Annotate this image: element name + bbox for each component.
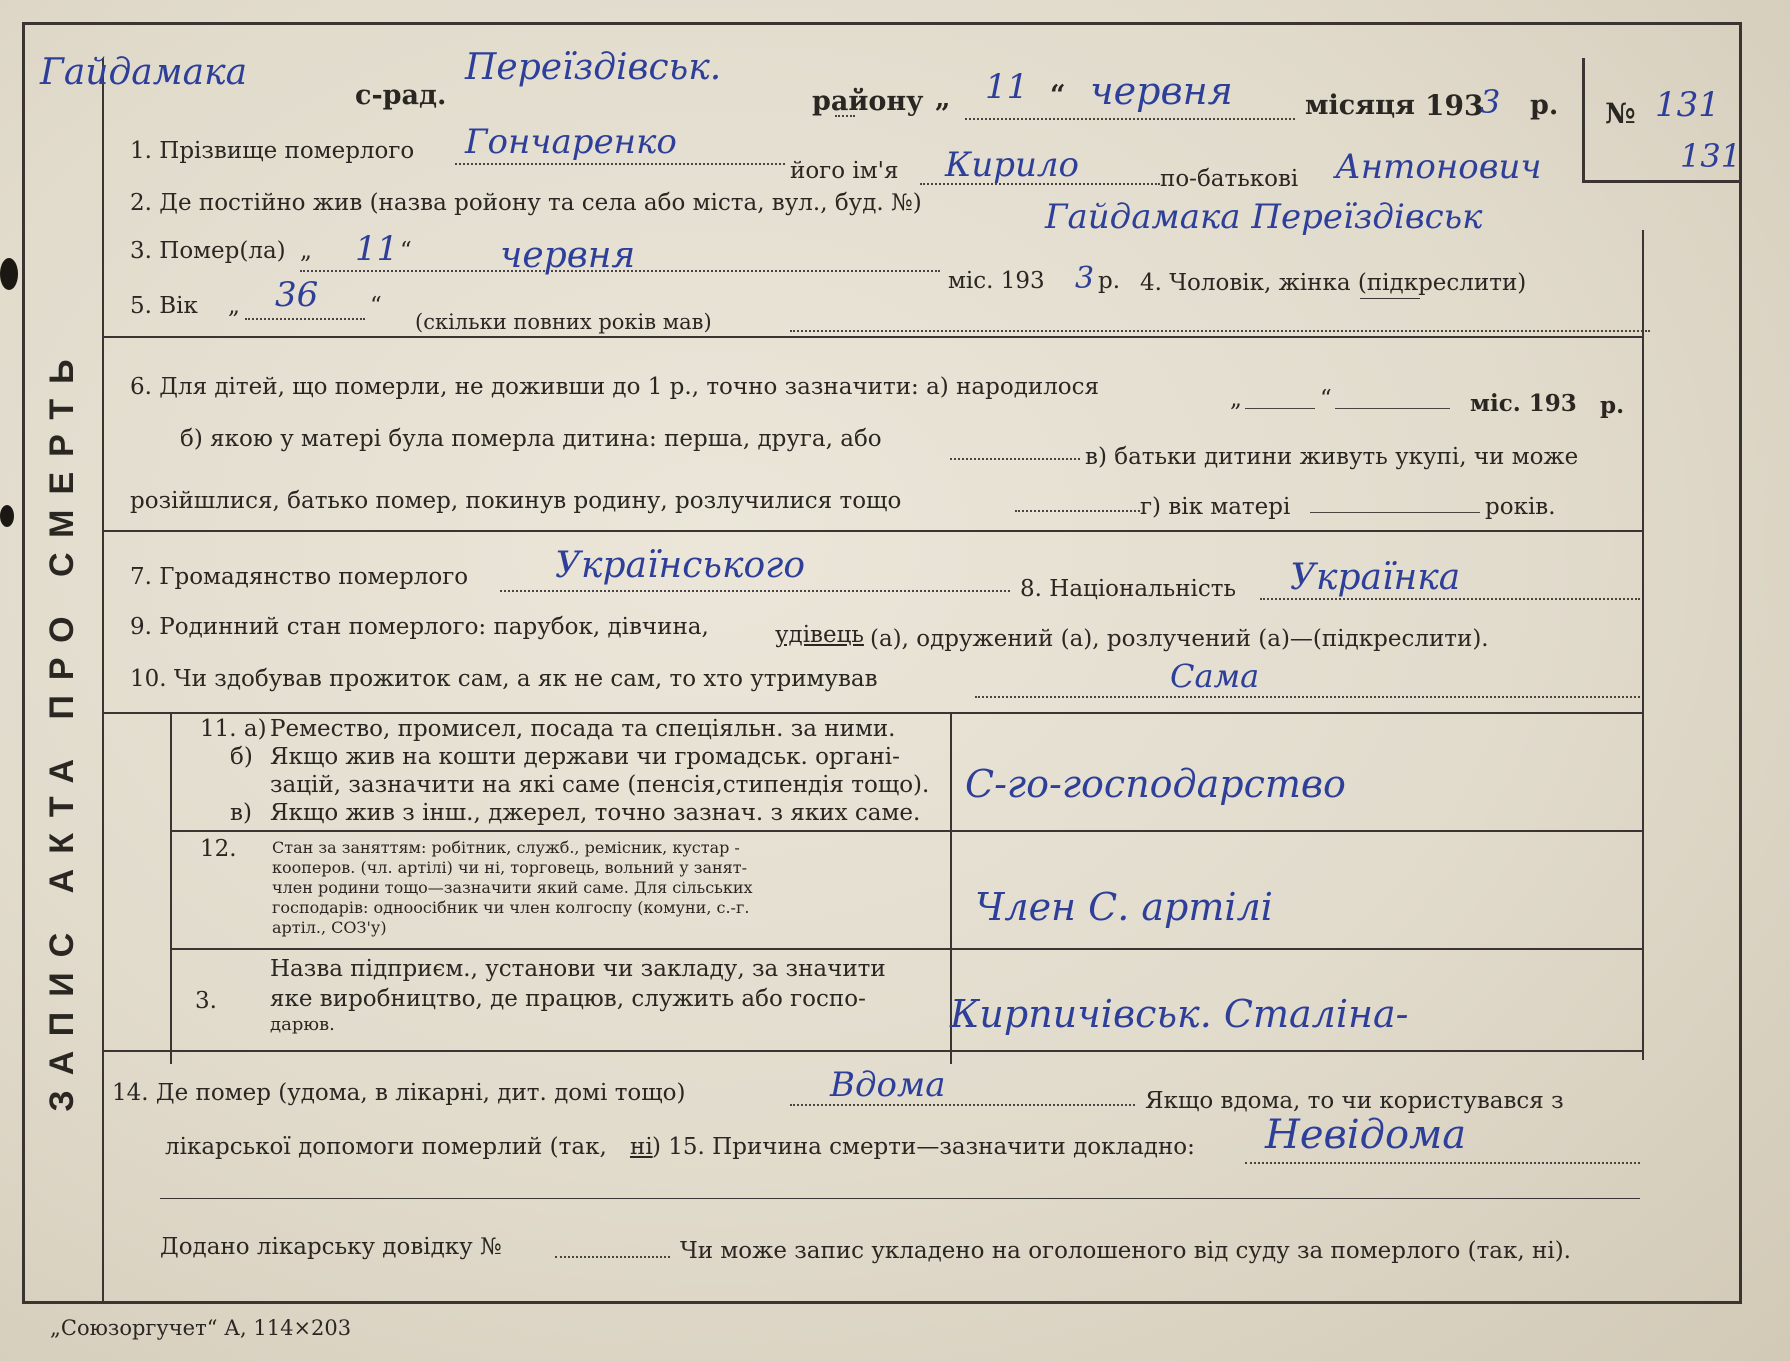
district-label: району <box>812 86 924 117</box>
header-month-handwritten: червня <box>1090 69 1233 113</box>
row3-quote-open: „ <box>300 238 312 264</box>
attached-certificate-dots <box>555 1256 670 1258</box>
row5-quote-open: „ <box>228 293 240 319</box>
surname-handwritten: Гончаренко <box>465 122 677 162</box>
side-title: ЗАПИС АКТА ПРО СМЕРТЬ <box>43 344 81 1112</box>
row12-line1: Стан за заняттям: робітник, служб., ремісник, кустар - <box>272 838 740 857</box>
punch-hole-bottom <box>0 505 14 527</box>
occupation-divider-1 <box>170 830 1642 832</box>
row11-c-letter: в) <box>230 800 252 826</box>
death-day-handwritten: 11 <box>355 229 399 269</box>
month-label: місяця <box>1305 90 1415 121</box>
row1-patronymic-label: по-батькові <box>1160 166 1299 192</box>
row15-blank-line <box>160 1198 1640 1199</box>
row11-a: Ремество, промисел, посада та спеціяльн. за ними. <box>270 716 896 742</box>
year-suffix: р. <box>1530 90 1559 121</box>
punch-hole-top <box>0 258 18 290</box>
record-number-handwritten: 131 <box>1655 85 1720 125</box>
attached-certificate-label: Додано лікарську довідку № <box>160 1234 502 1260</box>
council-label: с-рад. <box>355 80 447 111</box>
row3-quote-close: “ <box>400 238 412 264</box>
row12-number: 12. <box>200 836 237 862</box>
side-column <box>22 58 104 1304</box>
header-date-dots <box>965 118 1295 120</box>
death-year-handwritten: 3 <box>1075 261 1095 296</box>
age-handwritten: 36 <box>275 275 319 315</box>
row8-nationality-label: 8. Національність <box>1020 576 1237 602</box>
court-question: Чи може запис укладено на оголошеного від суду за померлого (так, ні). <box>680 1238 1571 1264</box>
occupation-divider-2 <box>170 948 1642 950</box>
row6-born-day-dots <box>1245 408 1315 409</box>
row6-line3a: розійшлися, батько помер, покинув родину, розлучилися тощо <box>130 488 902 514</box>
row11-b1: Якщо жив на кошти держави чи громадськ. органі- <box>270 744 900 770</box>
row2-label: 2. Де постійно жив (назва ройону та села або міста, вул., буд. №) <box>130 190 922 216</box>
row7-dots <box>500 590 1010 592</box>
occupation-handwritten: С-го-господарство <box>965 762 1346 806</box>
row12-line3: член родини тощо—зазначити який саме. Для сільських <box>272 878 753 897</box>
row6-line3c: років. <box>1485 494 1556 520</box>
row6-line2-dots <box>950 458 1080 460</box>
header-year-handwritten: 3 <box>1480 83 1501 121</box>
header-day-handwritten: 11 <box>985 67 1029 107</box>
row3-year-suffix: р. <box>1098 268 1121 294</box>
row6-line2a: б) якою у матері була померла дитина: перша, друга, або <box>180 426 882 452</box>
section-divider-1 <box>102 336 1642 338</box>
row1-label: 1. Прізвище померлого <box>130 138 415 164</box>
row5-quote-close: “ <box>370 293 382 319</box>
row3-month-label: міс. 193 <box>948 268 1045 294</box>
district-dots <box>835 115 855 117</box>
place-of-death-handwritten: Вдома <box>830 1065 946 1105</box>
row11-number: 11. а) <box>200 716 267 742</box>
record-number-handwritten-2: 131 <box>1680 137 1742 175</box>
section-divider-4 <box>102 1050 1642 1052</box>
cause-of-death-handwritten: Невідома <box>1265 1112 1467 1158</box>
row5-label: 5. Вік <box>130 293 198 319</box>
row11-b-letter: б) <box>230 744 253 770</box>
row6-line3-dots <box>1015 510 1140 512</box>
social-status-handwritten: Член С. артілі <box>975 885 1273 929</box>
row15-no-underlined: ні <box>630 1134 653 1160</box>
section-divider-2 <box>102 530 1642 532</box>
row1-name-label: його ім'я <box>790 158 899 184</box>
row5-dots <box>245 318 365 320</box>
day-quote-open: „ <box>935 83 951 114</box>
row14-rest: Якщо вдома, то чи користувався з <box>1145 1088 1564 1114</box>
row6-line2b: в) батьки дитини живуть укупі, чи може <box>1085 444 1579 470</box>
row7-label: 7. Громадянство померлого <box>130 564 469 590</box>
row6-line1: 6. Для дітей, що померли, не доживши до 1 р., точно зазначити: а) народилося <box>130 374 1100 400</box>
row12-line4: господарів: одноосібник чи член колгоспу (комуни, с.-г. <box>272 898 750 917</box>
row5-note: (скільки повних років мав) <box>415 310 712 334</box>
row4-female-underline <box>1360 298 1420 299</box>
support-handwritten: Сама <box>1170 657 1260 695</box>
row9-label: 9. Родинний стан померлого: парубок, дівчина, <box>130 614 709 640</box>
year-prefix: 193 <box>1425 89 1484 122</box>
row5-end-dots <box>790 330 1650 332</box>
nationality-handwritten: Українка <box>1290 557 1461 598</box>
printer-mark: „Союзоргучет“ А, 114×203 <box>50 1316 352 1340</box>
occupation-left-line <box>170 712 172 1064</box>
row6-month-year: міс. 193 <box>1470 390 1577 417</box>
row6-mother-age-dots <box>1310 512 1480 513</box>
record-number-label: № <box>1605 97 1636 130</box>
row15-line2a: лікарської допомоги померлий (так, <box>165 1134 607 1160</box>
row15-cause-dots <box>1245 1162 1640 1164</box>
row1-surname-dots <box>455 163 785 165</box>
patronymic-handwritten: Антонович <box>1335 147 1542 187</box>
row6-quote-open: „ <box>1230 386 1242 412</box>
row13-number: 3. <box>195 988 217 1014</box>
row12-line2: кооперов. (чл. артілі) чи ні, торговець, вольний у занят- <box>272 858 748 877</box>
row12-line5: артіл., СОЗ'у) <box>272 918 387 937</box>
row10-dots <box>975 696 1640 698</box>
row11-b2: зацій, зазначити на які саме (пенсія,стипендія тощо). <box>270 772 930 798</box>
row11-c: Якщо жив з інш., джерел, точно зазнач. з яких саме. <box>270 800 921 826</box>
row13-line1: Назва підприєм., установи чи закладу, за значити <box>270 956 886 982</box>
row9-rest: (а), одружений (а), розлучений (а)—(підкреслити). <box>870 626 1489 652</box>
row10-label: 10. Чи здобував прожиток сам, а як не сам, то хто утримував <box>130 666 878 692</box>
row6-year-suffix: р. <box>1600 392 1625 419</box>
row4-sex-label: 4. Чоловік, жінка (підкреслити) <box>1140 270 1527 296</box>
death-month-handwritten: червня <box>500 235 636 276</box>
row6-line3b: г) вік матері <box>1140 494 1291 520</box>
workplace-handwritten: Кирпичівськ. Сталіна- <box>950 992 1409 1036</box>
day-quote-close: “ <box>1050 80 1066 111</box>
row9-widower: удівець <box>775 622 864 648</box>
row6-quote-close: “ <box>1320 386 1332 412</box>
row14-label: 14. Де помер (удома, в лікарні, дит. домі тощо) <box>112 1080 686 1106</box>
row6-born-month-dots <box>1335 408 1450 409</box>
row3-label: 3. Помер(ла) <box>130 238 286 264</box>
district-handwritten: Переїздівськ. <box>465 47 722 88</box>
row15-line2b: ) 15. Причина смерти—зазначити докладно: <box>652 1134 1195 1160</box>
name-handwritten: Кирило <box>945 145 1079 185</box>
section-divider-3 <box>102 712 1642 714</box>
row13-line2: яке виробництво, де працюв, служить або госпо- <box>270 986 866 1012</box>
row13-line3: дарюв. <box>270 1014 335 1035</box>
residence-handwritten: Гайдамака Переїздівськ <box>1045 197 1483 237</box>
citizenship-handwritten: Українського <box>555 545 806 586</box>
right-column-line <box>1642 230 1644 1060</box>
council-handwritten: Гайдамака <box>40 52 248 93</box>
row8-dots <box>1260 598 1640 600</box>
